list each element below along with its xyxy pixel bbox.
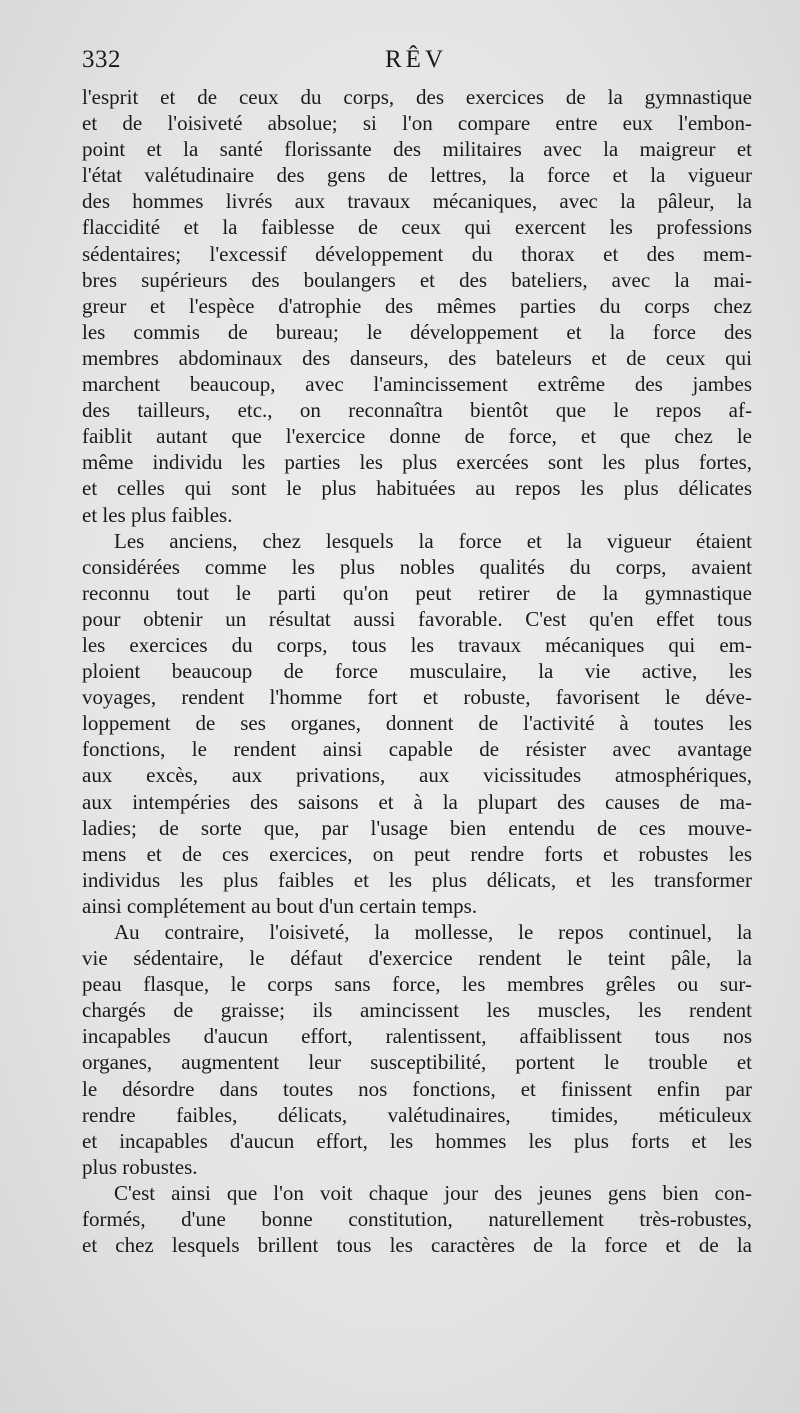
text-line: peau flasque, le corps sans force, les membres grêles ou sur- [82,972,752,997]
text-line: et de l'oisiveté absolue; si l'on compare entre eux l'embon- [82,111,752,136]
text-line: ploient beaucoup de force musculaire, la vie active, les [82,659,752,684]
text-line: point et la santé florissante des militaires avec la maigreur et [82,137,752,162]
paragraph-end-line: et les plus faibles. [82,502,233,527]
text-line: individus les plus faibles et les plus délicats, et les transformer [82,867,752,892]
running-head: RÊV [385,46,447,73]
text-line: chargés de graisse; ils amincissent les muscles, les rendent [82,998,752,1023]
body-text [82,84,752,1258]
text-line: les exercices du corps, tous les travaux mécaniques qui em- [82,632,752,657]
text-line: mens et de ces exercices, on peut rendre forts et robustes les [82,841,752,866]
text-line: voyages, rendent l'homme fort et robuste, favorisent le déve- [82,685,752,710]
text-line: aux excès, aux privations, aux vicissitudes atmosphériques, [82,763,752,788]
text-line: aux intempéries des saisons et à la plupart des causes de ma- [82,789,752,814]
text-line: et chez lesquels brillent tous les caractères de la force et de la [82,1233,752,1258]
paragraph-first-line: Les anciens, chez lesquels la force et la vigueur étaient [114,528,752,553]
text-line: et incapables d'aucun effort, les hommes les plus forts et les [82,1128,752,1153]
text-line: le désordre dans toutes nos fonctions, et finissent enfin par [82,1076,752,1101]
text-line: les commis de bureau; le développement et la force des [82,319,752,344]
text-line: bres supérieurs des boulangers et des bateliers, avec la mai- [82,267,752,292]
text-line: membres abdominaux des danseurs, des bateleurs et de ceux qui [82,345,752,370]
text-line: vie sédentaire, le défaut d'exercice rendent le teint pâle, la [82,946,752,971]
paragraph-first-line: Au contraire, l'oisiveté, la mollesse, le repos continuel, la [114,920,752,944]
text-line: des hommes livrés aux travaux mécaniques, avec la pâleur, la [82,189,752,214]
text-line: organes, augmentent leur susceptibilité, portent le trouble et [82,1050,752,1075]
paragraph-end-line: plus robustes. [82,1154,198,1179]
text-line: et celles qui sont le plus habituées au repos les plus délicates [82,476,752,501]
text-line: flaccidité et la faiblesse de ceux qui exercent les professions [82,215,752,240]
text-line: greur et l'espèce d'atrophie des mêmes parties du corps chez [82,293,752,318]
paragraph-end-line: ainsi complétement au bout d'un certain temps. [82,893,478,918]
page-number: 332 [82,46,121,73]
text-line: loppement de ses organes, donnent de l'activité à toutes les [82,711,752,736]
text-line: incapables d'aucun effort, ralentissent, affaiblissent tous nos [82,1024,752,1049]
text-line: formés, d'une bonne constitution, naturellement très-robustes, [82,1207,752,1232]
text-line: fonctions, le rendent ainsi capable de résister avec avantage [82,737,752,762]
text-line: faiblit autant que l'exercice donne de force, et que chez le [82,424,752,449]
page-header [82,46,752,80]
text-line: sédentaires; l'excessif développement du thorax et des mem- [82,241,752,266]
text-line: marchent beaucoup, avec l'amincissement extrême des jambes [82,372,752,397]
text-line: rendre faibles, délicats, valétudinaires, timides, méticuleux [82,1102,752,1127]
text-line: l'état valétudinaire des gens de lettres, la force et la vigueur [82,163,752,188]
text-line: l'esprit et de ceux du corps, des exercices de la gymnastique [82,85,752,109]
text-line: même individu les parties les plus exercées sont les plus fortes, [82,450,752,475]
text-line: ladies; de sorte que, par l'usage bien entendu de ces mouve- [82,815,752,840]
paragraph-first-line: C'est ainsi que l'on voit chaque jour des jeunes gens bien con- [114,1180,752,1205]
text-line: reconnu tout le parti qu'on peut retirer de la gymnastique [82,580,752,605]
text-line: des tailleurs, etc., on reconnaîtra bientôt que le repos af- [82,398,752,423]
text-line: pour obtenir un résultat aussi favorable. C'est qu'en effet tous [82,606,752,631]
text-line: considérées comme les plus nobles qualités du corps, avaient [82,554,752,579]
